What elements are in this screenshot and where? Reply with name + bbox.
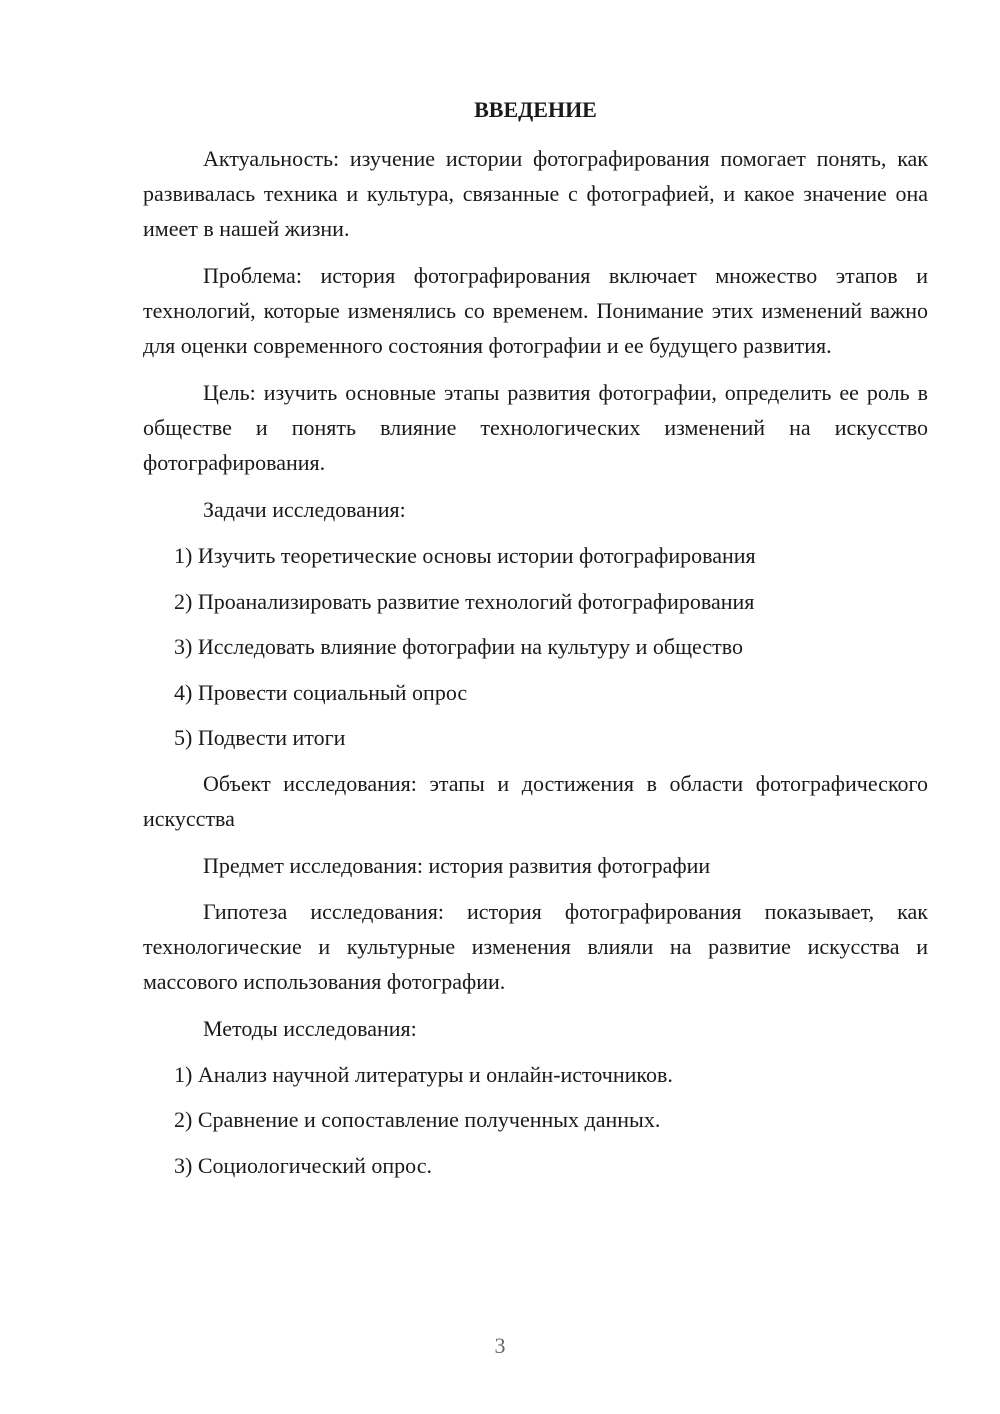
task-item-4: 4) Провести социальный опрос: [174, 679, 468, 705]
method-item-1: 1) Анализ научной литературы и онлайн-источников.: [174, 1061, 673, 1087]
methods-heading: Методы исследования:: [203, 1015, 417, 1041]
tasks-heading: Задачи исследования:: [203, 497, 406, 522]
task-item-1: 1) Изучить теоретические основы истории фотографирования: [174, 543, 756, 568]
section-title: ВВЕДЕНИЕ: [474, 97, 597, 122]
problem-paragraph: Проблема: история фотографирования включает множество этапов и технологий, которые изменялись со временем. Понимание этих изменений важно для оценки современного состояния фотографии и ее будущего развития.: [143, 263, 928, 358]
subject-paragraph: Предмет исследования: история развития фотографии: [203, 852, 711, 878]
relevance-paragraph: Актуальность: изучение истории фотографирования помогает понять, как развивалась техника и культура, связанные с фотографией, и какое значение она имеет в нашей жизни.: [143, 146, 928, 241]
goal-paragraph: Цель: изучить основные этапы развития фотографии, определить ее роль в обществе и понять влияние технологических изменений на искусство фотографирования.: [143, 380, 928, 475]
task-item-2: 2) Проанализировать развитие технологий фотографирования: [174, 588, 755, 614]
task-item-5: 5) Подвести итоги: [174, 725, 346, 750]
hypothesis-paragraph: Гипотеза исследования: история фотографирования показывает, как технологические и культурные изменения влияли на развитие искусства и массового использования фотографии.: [143, 898, 928, 994]
method-item-3: 3) Социологический опрос.: [174, 1152, 432, 1178]
task-item-3: 3) Исследовать влияние фотографии на культуру и общество: [174, 634, 743, 659]
method-item-2: 2) Сравнение и сопоставление полученных данных.: [174, 1107, 661, 1132]
page-content: [143, 92, 928, 1193]
page-number: 3: [494, 1333, 506, 1358]
object-paragraph: Объект исследования: этапы и достижения в области фотографического искусства: [143, 770, 928, 831]
